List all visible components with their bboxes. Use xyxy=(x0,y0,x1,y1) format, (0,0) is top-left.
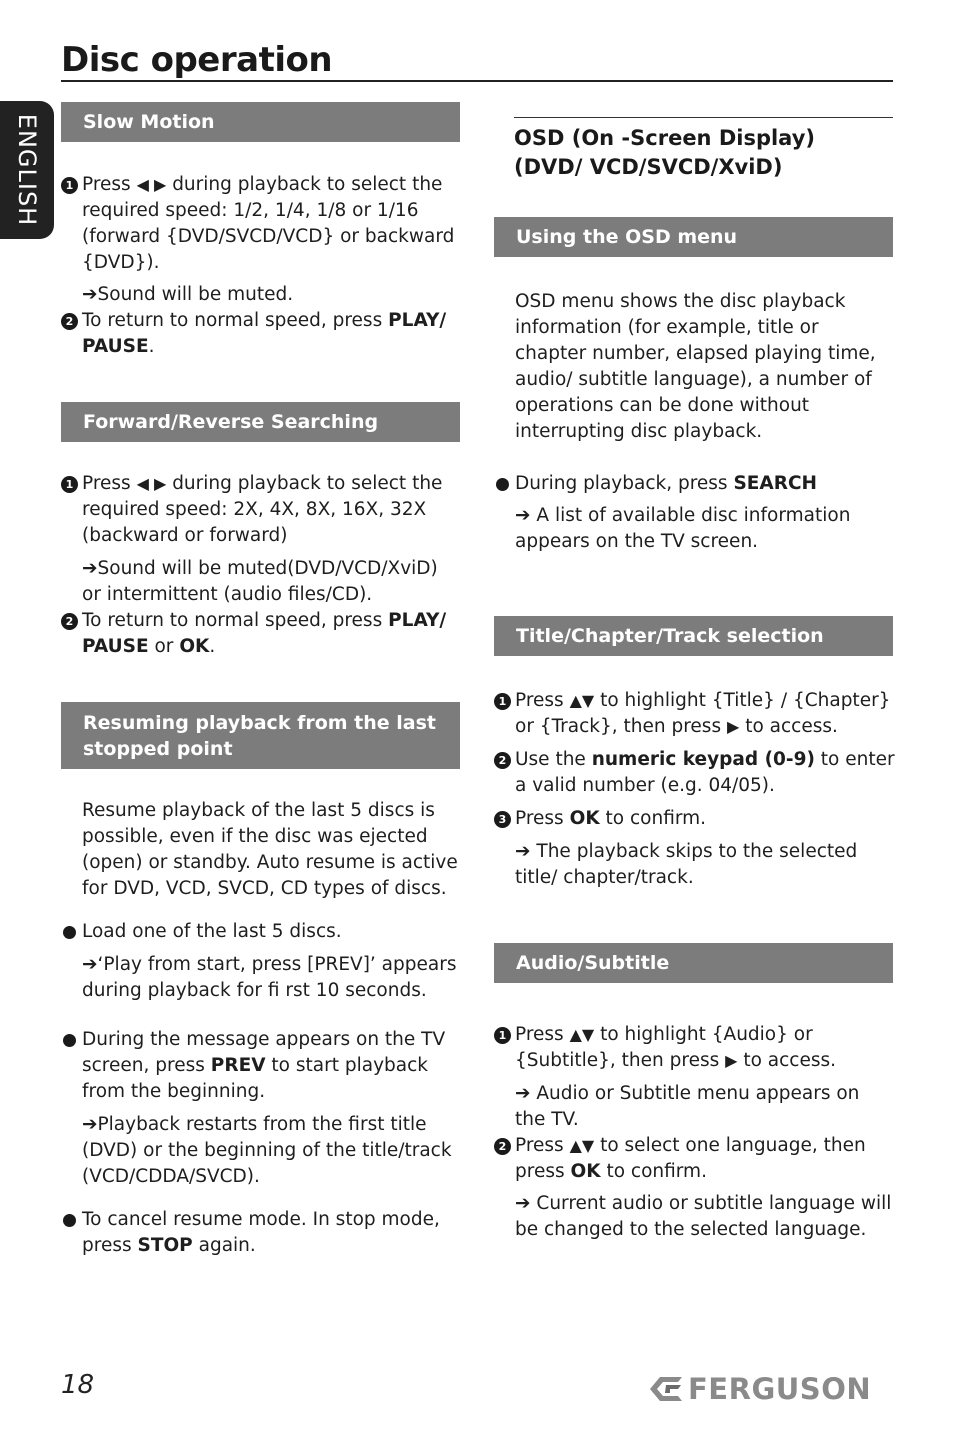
resume-bullet-1: Load one of the last 5 discs. xyxy=(82,919,462,945)
step-number-2: 2 xyxy=(61,613,78,630)
osd-rule xyxy=(514,117,893,118)
language-tab-label: ENGLISH xyxy=(13,113,41,227)
result-arrow-icon: ➔ xyxy=(82,954,98,975)
result-arrow-icon: ➔ xyxy=(82,284,98,305)
page-number: 18 xyxy=(61,1370,95,1400)
step-number-3: 3 xyxy=(494,811,511,828)
audio-result-1: ➔ Audio or Subtitle menu appears on the TV. xyxy=(515,1083,860,1130)
search-step-2: 2 To return to normal speed, press PLAY/ PAUSE or OK. xyxy=(82,608,462,660)
slow-motion-step-1: 1 Press ◀ ▶ during playback to select the required speed: 1/2, 1/4, 1/8 or 1/16 (forward {DVD/SVCD/VCD} or backward {DVD}). xyxy=(82,172,462,276)
bullet-dot xyxy=(63,1214,76,1227)
result-arrow-icon: ➔ xyxy=(82,558,98,579)
brand-logo xyxy=(648,1372,892,1406)
bullet-dot xyxy=(63,926,76,939)
title-rule xyxy=(61,80,893,82)
up-down-arrows-icon: ▲▼ xyxy=(569,691,595,710)
brand-wordmark: FERGUSON xyxy=(688,1372,872,1406)
resume-result-1: ➔‘Play from start, press [PREV]’ appears during playback for fi rst 10 seconds. xyxy=(82,954,457,1001)
audio-step-2: 2 Press ▲▼ to select one language, then press OK to confirm. xyxy=(515,1133,895,1185)
up-down-arrows-icon: ▲▼ xyxy=(569,1136,595,1155)
section-heading-osd-menu: Using the OSD menu xyxy=(494,217,893,257)
result-arrow-icon: ➔ xyxy=(515,841,531,862)
step-number-1: 1 xyxy=(494,1027,511,1044)
step-number-1: 1 xyxy=(61,476,78,493)
step-number-1: 1 xyxy=(61,177,78,194)
slow-motion-step-2: 2 To return to normal speed, press PLAY/ PAUSE. xyxy=(82,308,462,360)
section-heading-slow-motion: Slow Motion xyxy=(61,102,460,142)
bullet-dot xyxy=(496,478,509,491)
slow-motion-result: ➔Sound will be muted. xyxy=(82,284,294,305)
title-step-1: 1 Press ▲▼ to highlight {Title} / {Chapter} or {Track}, then press ▶ to access. xyxy=(515,688,895,740)
section-heading-title-selection: Title/Chapter/Track selection xyxy=(494,616,893,656)
title-step-2: 2 Use the numeric keypad (0-9) to enter a valid number (e.g. 04/05). xyxy=(515,747,895,799)
title-result-3: ➔ The playback skips to the selected title/ chapter/track. xyxy=(515,841,858,888)
section-heading-search: Forward/Reverse Searching xyxy=(61,402,460,442)
result-arrow-icon: ➔ xyxy=(515,1083,531,1104)
resume-result-2: ➔Playback restarts from the first title (DVD) or the beginning of the title/track (VCD/CDDA/SVCD). xyxy=(82,1114,452,1187)
up-down-arrows-icon: ▲▼ xyxy=(569,1025,595,1044)
osd-intro: OSD menu shows the disc playback information (for example, title or chapter number, elapsed playing time, audio/ subtitle language), a number of operations can be done without interrupting disc playback. xyxy=(515,291,876,442)
step-number-2: 2 xyxy=(61,313,78,330)
result-arrow-icon: ➔ xyxy=(82,1114,98,1135)
search-step-1: 1 Press ◀ ▶ during playback to select the required speed: 2X, 4X, 8X, 16X, 32X (backward or forward) xyxy=(82,471,462,549)
step-number-2: 2 xyxy=(494,1138,511,1155)
step-number-2: 2 xyxy=(494,752,511,769)
audio-result-2: ➔ Current audio or subtitle language will be changed to the selected language. xyxy=(515,1193,892,1240)
resume-bullet-2: During the message appears on the TV screen, press PREV to start playback from the beginning. xyxy=(82,1027,462,1105)
resume-intro: Resume playback of the last 5 discs is possible, even if the disc was ejected (open) or standby. Auto resume is active for DVD, VCD, SVCD, CD types of discs. xyxy=(82,800,458,899)
section-heading-resume: Resuming playback from the last stopped point xyxy=(61,702,460,769)
result-arrow-icon: ➔ xyxy=(515,1193,531,1214)
right-arrow-icon: ▶ xyxy=(726,717,740,736)
osd-result-1: ➔ A list of available disc information appears on the TV screen. xyxy=(515,505,851,552)
bullet-dot xyxy=(63,1034,76,1047)
left-right-arrows-icon: ◀ ▶ xyxy=(136,175,167,194)
search-result: ➔Sound will be muted(DVD/VCD/XviD) or intermittent (audio files/CD). xyxy=(82,558,438,605)
step-number-1: 1 xyxy=(494,693,511,710)
page-title: Disc operation xyxy=(61,40,333,80)
result-arrow-icon: ➔ xyxy=(515,505,531,526)
osd-title: OSD (On -Screen Display) (DVD/ VCD/SVCD/XviD) xyxy=(514,126,815,179)
audio-step-1: 1 Press ▲▼ to highlight {Audio} or {Subtitle}, then press ▶ to access. xyxy=(515,1022,895,1074)
left-right-arrows-icon: ◀ ▶ xyxy=(136,474,167,493)
resume-bullet-3: To cancel resume mode. In stop mode, press STOP again. xyxy=(82,1207,462,1259)
osd-bullet-1: During playback, press SEARCH xyxy=(515,471,895,497)
right-arrow-icon: ▶ xyxy=(725,1051,738,1070)
title-step-3: 3 Press OK to confirm. xyxy=(515,806,895,832)
section-heading-audio-subtitle: Audio/Subtitle xyxy=(494,943,893,983)
ferguson-logo-icon xyxy=(648,1374,684,1404)
language-tab xyxy=(0,101,54,239)
